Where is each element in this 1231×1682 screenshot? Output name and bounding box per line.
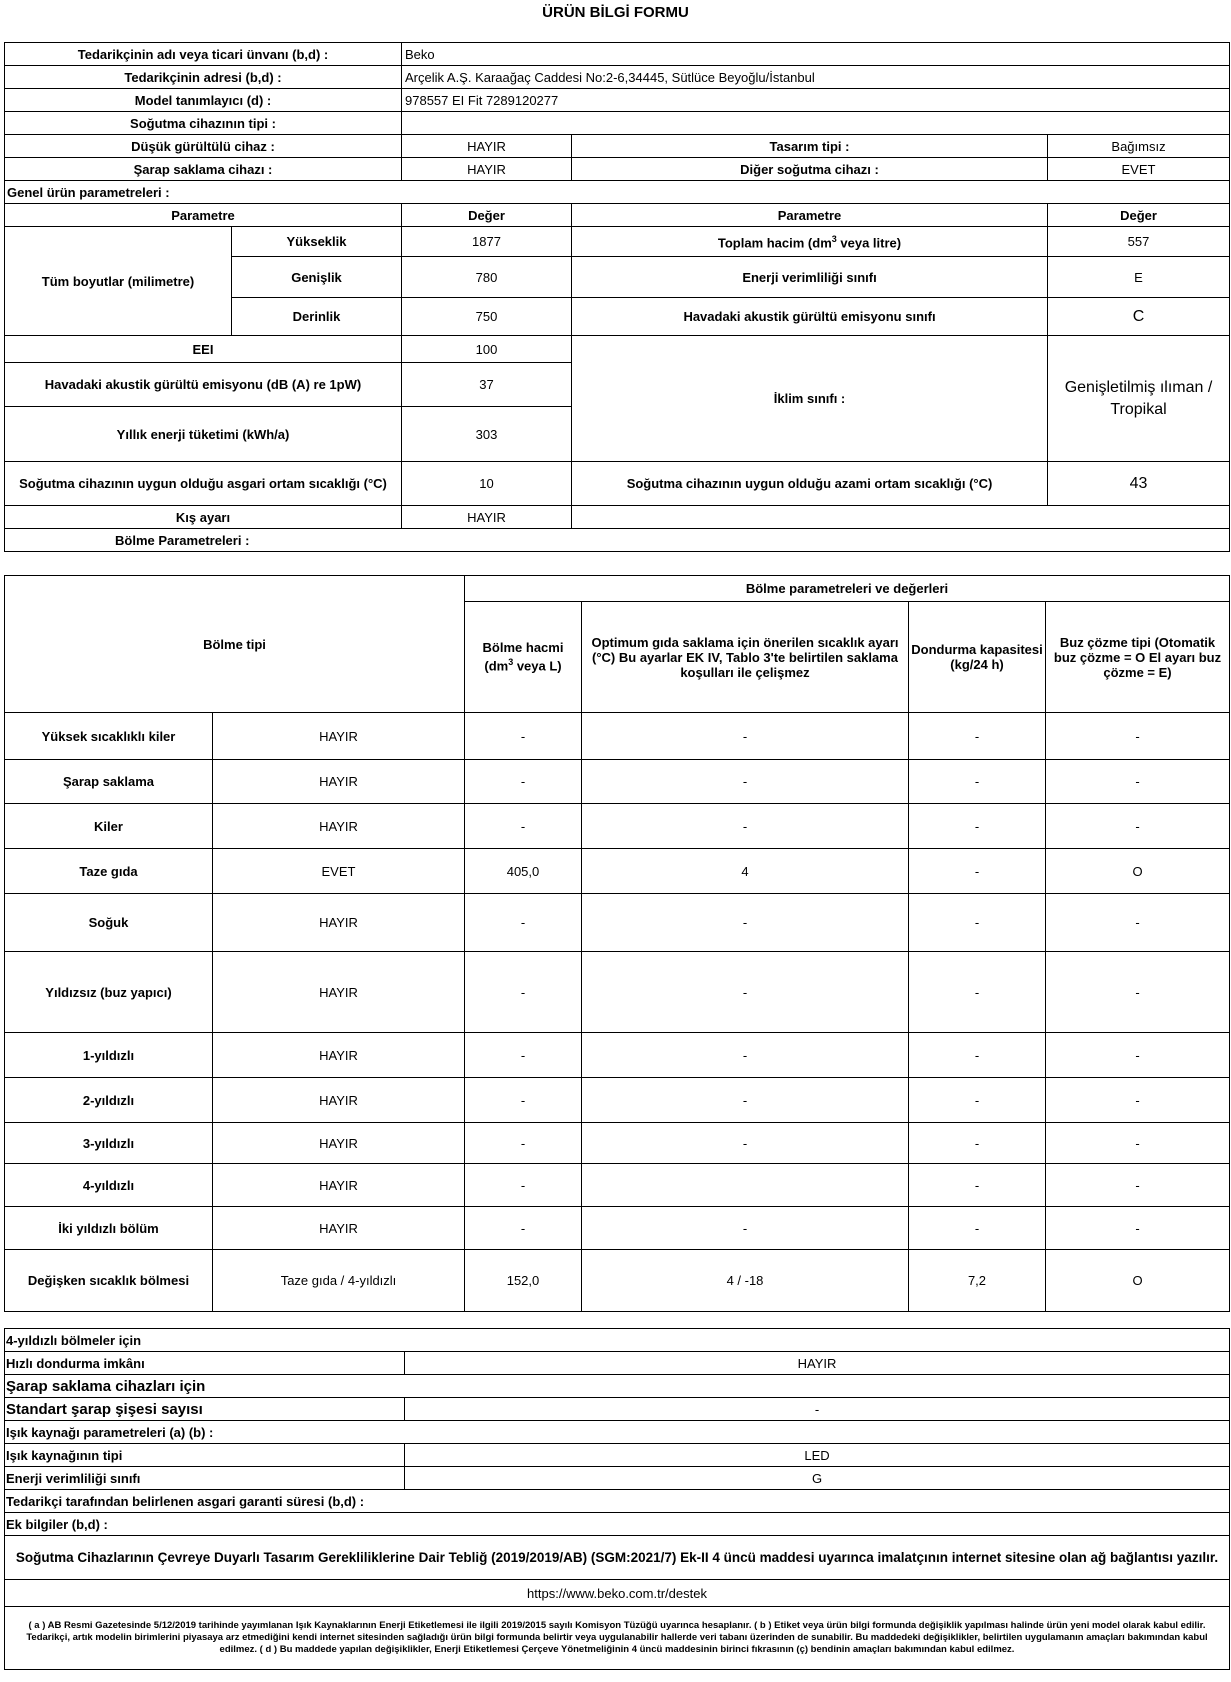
four-star-heading: 4-yıldızlı bölmeler için: [5, 1329, 1230, 1352]
compartment-row: [5, 1250, 1230, 1312]
compartment-freeze: -: [909, 1078, 1046, 1123]
compartment-row: [5, 1033, 1230, 1078]
compartment-name: Yıldızsız (buz yapıcı): [5, 952, 213, 1033]
supplier-address-value: Arçelik A.Ş. Karaağaç Caddesi No:2-6,34445, Sütlüce Beyoğlu/İstanbul: [402, 66, 1230, 89]
col-param-header: Parametre: [5, 204, 402, 227]
compartment-freeze: 7,2: [909, 1250, 1046, 1312]
other-device-label: Diğer soğutma cihazı :: [572, 158, 1048, 181]
compartment-freeze: -: [909, 952, 1046, 1033]
compartment-name: İki yıldızlı bölüm: [5, 1207, 213, 1250]
compartment-values-header: Bölme parametreleri ve değerleri: [465, 576, 1230, 602]
compartment-volume: -: [465, 713, 582, 760]
compartment-present: HAYIR: [213, 1164, 465, 1207]
temp-header: Optimum gıda saklama için önerilen sıcaklık ayarı (°C) Bu ayarlar EK IV, Tablo 3'te belirtilen saklama koşulları ile çelişmez: [582, 602, 909, 713]
compartment-row: [5, 1078, 1230, 1123]
compartment-volume: -: [465, 1078, 582, 1123]
compartment-volume: -: [465, 804, 582, 849]
compartment-defrost: -: [1046, 713, 1230, 760]
eei-label: EEI: [5, 336, 402, 363]
width-value: 780: [402, 257, 572, 298]
height-value: 1877: [402, 227, 572, 257]
min-temp-label: Soğutma cihazının uygun olduğu asgari ortam sıcaklığı (°C): [5, 462, 402, 506]
wine-device-value: HAYIR: [402, 158, 572, 181]
winter-value: HAYIR: [402, 506, 572, 529]
compartment-present: HAYIR: [213, 760, 465, 804]
compartment-present: HAYIR: [213, 1207, 465, 1250]
total-volume-label: Toplam hacim ($dm^3$ veya litre): [572, 227, 1048, 257]
compartment-present: EVET: [213, 849, 465, 894]
compartment-name: 2-yıldızlı: [5, 1078, 213, 1123]
compartment-row: [5, 1207, 1230, 1250]
compartment-defrost: -: [1046, 1033, 1230, 1078]
compartment-row: [5, 952, 1230, 1033]
compartment-volume: -: [465, 1123, 582, 1164]
width-label: Genişlik: [232, 257, 402, 298]
low-noise-value: HAYIR: [402, 135, 572, 158]
compartment-defrost: -: [1046, 1164, 1230, 1207]
compartment-defrost: -: [1046, 1207, 1230, 1250]
light-class-label: Enerji verimliliği sınıfı: [5, 1467, 405, 1490]
compartment-temp: -: [582, 804, 909, 849]
compartment-defrost: -: [1046, 1078, 1230, 1123]
compartment-volume: -: [465, 1207, 582, 1250]
compartment-present: HAYIR: [213, 1078, 465, 1123]
compartment-table: [4, 575, 1230, 1312]
design-type-value: Bağımsız: [1048, 135, 1230, 158]
compartment-freeze: -: [909, 760, 1046, 804]
compartment-name: Şarap saklama: [5, 760, 213, 804]
compartment-present: HAYIR: [213, 804, 465, 849]
other-device-value: EVET: [1048, 158, 1230, 181]
compartment-defrost: -: [1046, 1123, 1230, 1164]
compartment-present: HAYIR: [213, 894, 465, 952]
compartment-row: [5, 1164, 1230, 1207]
compartment-temp: -: [582, 1078, 909, 1123]
light-class-value: G: [405, 1467, 1230, 1490]
compartment-present: HAYIR: [213, 1033, 465, 1078]
energy-class-value: E: [1048, 257, 1230, 298]
compartment-defrost: O: [1046, 849, 1230, 894]
supplier-name-value: Beko: [402, 43, 1230, 66]
noise-db-label: Havadaki akustik gürültü emisyonu (dB (A) re 1pW): [5, 363, 402, 407]
compartment-present: Taze gıda / 4-yıldızlı: [213, 1250, 465, 1312]
supplier-address-label: Tedarikçinin adresi (b,d) :: [5, 66, 402, 89]
compartment-defrost: -: [1046, 760, 1230, 804]
compartment-row: [5, 804, 1230, 849]
general-table: [4, 42, 1230, 552]
compartment-temp: -: [582, 894, 909, 952]
wine-device-label: Şarap saklama cihazı :: [5, 158, 402, 181]
noise-db-value: 37: [402, 363, 572, 407]
compartment-freeze: -: [909, 849, 1046, 894]
compartment-freeze: -: [909, 713, 1046, 760]
cooling-type-value: [402, 112, 1230, 135]
compartment-temp: -: [582, 1207, 909, 1250]
supplier-name-label: Tedarikçinin adı veya ticari ünvanı (b,d) :: [5, 43, 402, 66]
freeze-header: Dondurma kapasitesi (kg/24 h): [909, 602, 1046, 713]
compartment-volume: 405,0: [465, 849, 582, 894]
winter-label: Kış ayarı: [5, 506, 402, 529]
compartment-defrost: -: [1046, 952, 1230, 1033]
page-title: ÜRÜN BİLGİ FORMU: [542, 4, 689, 21]
noise-class-value: C: [1048, 298, 1230, 336]
compartment-volume: -: [465, 952, 582, 1033]
model-value: 978557 EI Fit 7289120277: [402, 89, 1230, 112]
compartment-temp: -: [582, 1033, 909, 1078]
compartment-defrost: O: [1046, 1250, 1230, 1312]
annual-energy-label: Yıllık enerji tüketimi (kWh/a): [5, 407, 402, 462]
wine-heading: Şarap saklama cihazları için: [5, 1375, 1230, 1398]
compartment-name: Soğuk: [5, 894, 213, 952]
dimensions-label: Tüm boyutlar (milimetre): [5, 227, 232, 336]
col-value-header-2: Değer: [1048, 204, 1230, 227]
compartment-present: HAYIR: [213, 1123, 465, 1164]
compartment-name: 4-yıldızlı: [5, 1164, 213, 1207]
compartment-rows: [5, 713, 1230, 1312]
compartment-name: Yüksek sıcaklıklı kiler: [5, 713, 213, 760]
compartment-volume: -: [465, 894, 582, 952]
winter-empty: [572, 506, 1230, 529]
noise-class-label: Havadaki akustik gürültü emisyonu sınıfı: [572, 298, 1048, 336]
general-heading: Genel ürün parametreleri :: [5, 181, 1230, 204]
compartment-freeze: -: [909, 1123, 1046, 1164]
compartment-name: Kiler: [5, 804, 213, 849]
compartment-freeze: -: [909, 1033, 1046, 1078]
compartment-row: [5, 849, 1230, 894]
total-volume-value: 557: [1048, 227, 1230, 257]
annual-energy-value: 303: [402, 407, 572, 462]
climate-label: İklim sınıfı :: [572, 336, 1048, 462]
compartment-temp: -: [582, 952, 909, 1033]
compartment-temp: [582, 1164, 909, 1207]
max-temp-value: 43: [1048, 462, 1230, 506]
compartment-row: [5, 1123, 1230, 1164]
model-label: Model tanımlayıcı (d) :: [5, 89, 402, 112]
light-type-label: Işık kaynağının tipi: [5, 1444, 405, 1467]
design-type-label: Tasarım tipi :: [572, 135, 1048, 158]
wine-bottles-value: -: [405, 1398, 1230, 1421]
low-noise-label: Düşük gürültülü cihaz :: [5, 135, 402, 158]
light-type-value: LED: [405, 1444, 1230, 1467]
compartment-present: HAYIR: [213, 713, 465, 760]
footnote: ( a ) AB Resmi Gazetesinde 5/12/2019 tarihinde yayımlanan Işık Kaynaklarının Enerji Etiketlemesi ile ilgili 2019/2015 sayılı Komisyon Tüzüğü uyarınca hesaplanır. ( b ) Etiket veya ürün bilgi formunda değişiklik yapılması halinde ürün yeni model olarak kabul edilir. Tedarikçi, artık modelin birimlerini piyasaya arz etmediğini kendi internet sitesinden sağladığı ürün bilgi formunda belirtir veya uygulanabilir hallerde veri tabanı üzerinden de sunabilir. Bu maddedeki değişiklikler, belirtilen uygulamanın amaçları bakımından kabul edilmez. ( d ) Bu maddede yapılan değişiklikler, Enerji Etiketlemesi Çerçeve Yönetmeliğinin 4 üncü maddesinin birinci fıkrasının (ç) bendinin amaçları bakımından kabul edilmez.: [5, 1607, 1230, 1670]
compartment-freeze: -: [909, 894, 1046, 952]
compartment-freeze: -: [909, 1207, 1046, 1250]
compartment-freeze: -: [909, 804, 1046, 849]
compartment-row: [5, 760, 1230, 804]
compartment-volume: -: [465, 1164, 582, 1207]
warranty-label: Tedarikçi tarafından belirlenen asgari garanti süresi (b,d) :: [5, 1490, 1230, 1513]
height-label: Yükseklik: [232, 227, 402, 257]
compartment-name: Değişken sıcaklık bölmesi: [5, 1250, 213, 1312]
fast-freeze-value: HAYIR: [405, 1352, 1230, 1375]
compartment-freeze: -: [909, 1164, 1046, 1207]
eei-value: 100: [402, 336, 572, 363]
volume-header: Bölme hacmi ($dm^3$ veya L): [465, 602, 582, 713]
support-url[interactable]: https://www.beko.com.tr/destek: [5, 1580, 1230, 1607]
extra-info-label: Ek bilgiler (b,d) :: [5, 1513, 1230, 1536]
compartment-volume: -: [465, 760, 582, 804]
compartment-defrost: -: [1046, 804, 1230, 849]
col-param-header-2: Parametre: [572, 204, 1048, 227]
compartment-volume: -: [465, 1033, 582, 1078]
compartment-row: [5, 713, 1230, 760]
compartment-present: HAYIR: [213, 952, 465, 1033]
light-heading: Işık kaynağı parametreleri (a) (b) :: [5, 1421, 1230, 1444]
compartment-temp: -: [582, 760, 909, 804]
defrost-header: Buz çözme tipi (Otomatik buz çözme = O El ayarı buz çözme = E): [1046, 602, 1230, 713]
bottom-table: [4, 1328, 1230, 1670]
regulation-text: Soğutma Cihazlarının Çevreye Duyarlı Tasarım Gerekliliklerine Dair Tebliğ (2019/2019/AB) (SGM:2021/7) Ek-II 4 üncü maddesi uyarınca imalatçının internet sitesine olan ağ bağlantısı yazılır.: [5, 1536, 1230, 1580]
climate-value: Genişletilmiş ılıman / Tropikal: [1048, 336, 1230, 462]
compartment-temp: -: [582, 713, 909, 760]
compartment-volume: 152,0: [465, 1250, 582, 1312]
compartment-name: 3-yıldızlı: [5, 1123, 213, 1164]
compartment-temp: 4: [582, 849, 909, 894]
compartment-temp: -: [582, 1123, 909, 1164]
compartment-type-header: Bölme tipi: [5, 576, 465, 713]
max-temp-label: Soğutma cihazının uygun olduğu azami ortam sıcaklığı (°C): [572, 462, 1048, 506]
compartments-heading: Bölme Parametreleri :: [5, 529, 1230, 552]
compartment-row: [5, 894, 1230, 952]
min-temp-value: 10: [402, 462, 572, 506]
fast-freeze-label: Hızlı dondurma imkânı: [5, 1352, 405, 1375]
compartment-defrost: -: [1046, 894, 1230, 952]
depth-value: 750: [402, 298, 572, 336]
wine-bottles-label: Standart şarap şişesi sayısı: [5, 1398, 405, 1421]
compartment-temp: 4 / -18: [582, 1250, 909, 1312]
energy-class-label: Enerji verimliliği sınıfı: [572, 257, 1048, 298]
cooling-type-label: Soğutma cihazının tipi :: [5, 112, 402, 135]
compartment-name: 1-yıldızlı: [5, 1033, 213, 1078]
depth-label: Derinlik: [232, 298, 402, 336]
compartment-name: Taze gıda: [5, 849, 213, 894]
col-value-header: Değer: [402, 204, 572, 227]
